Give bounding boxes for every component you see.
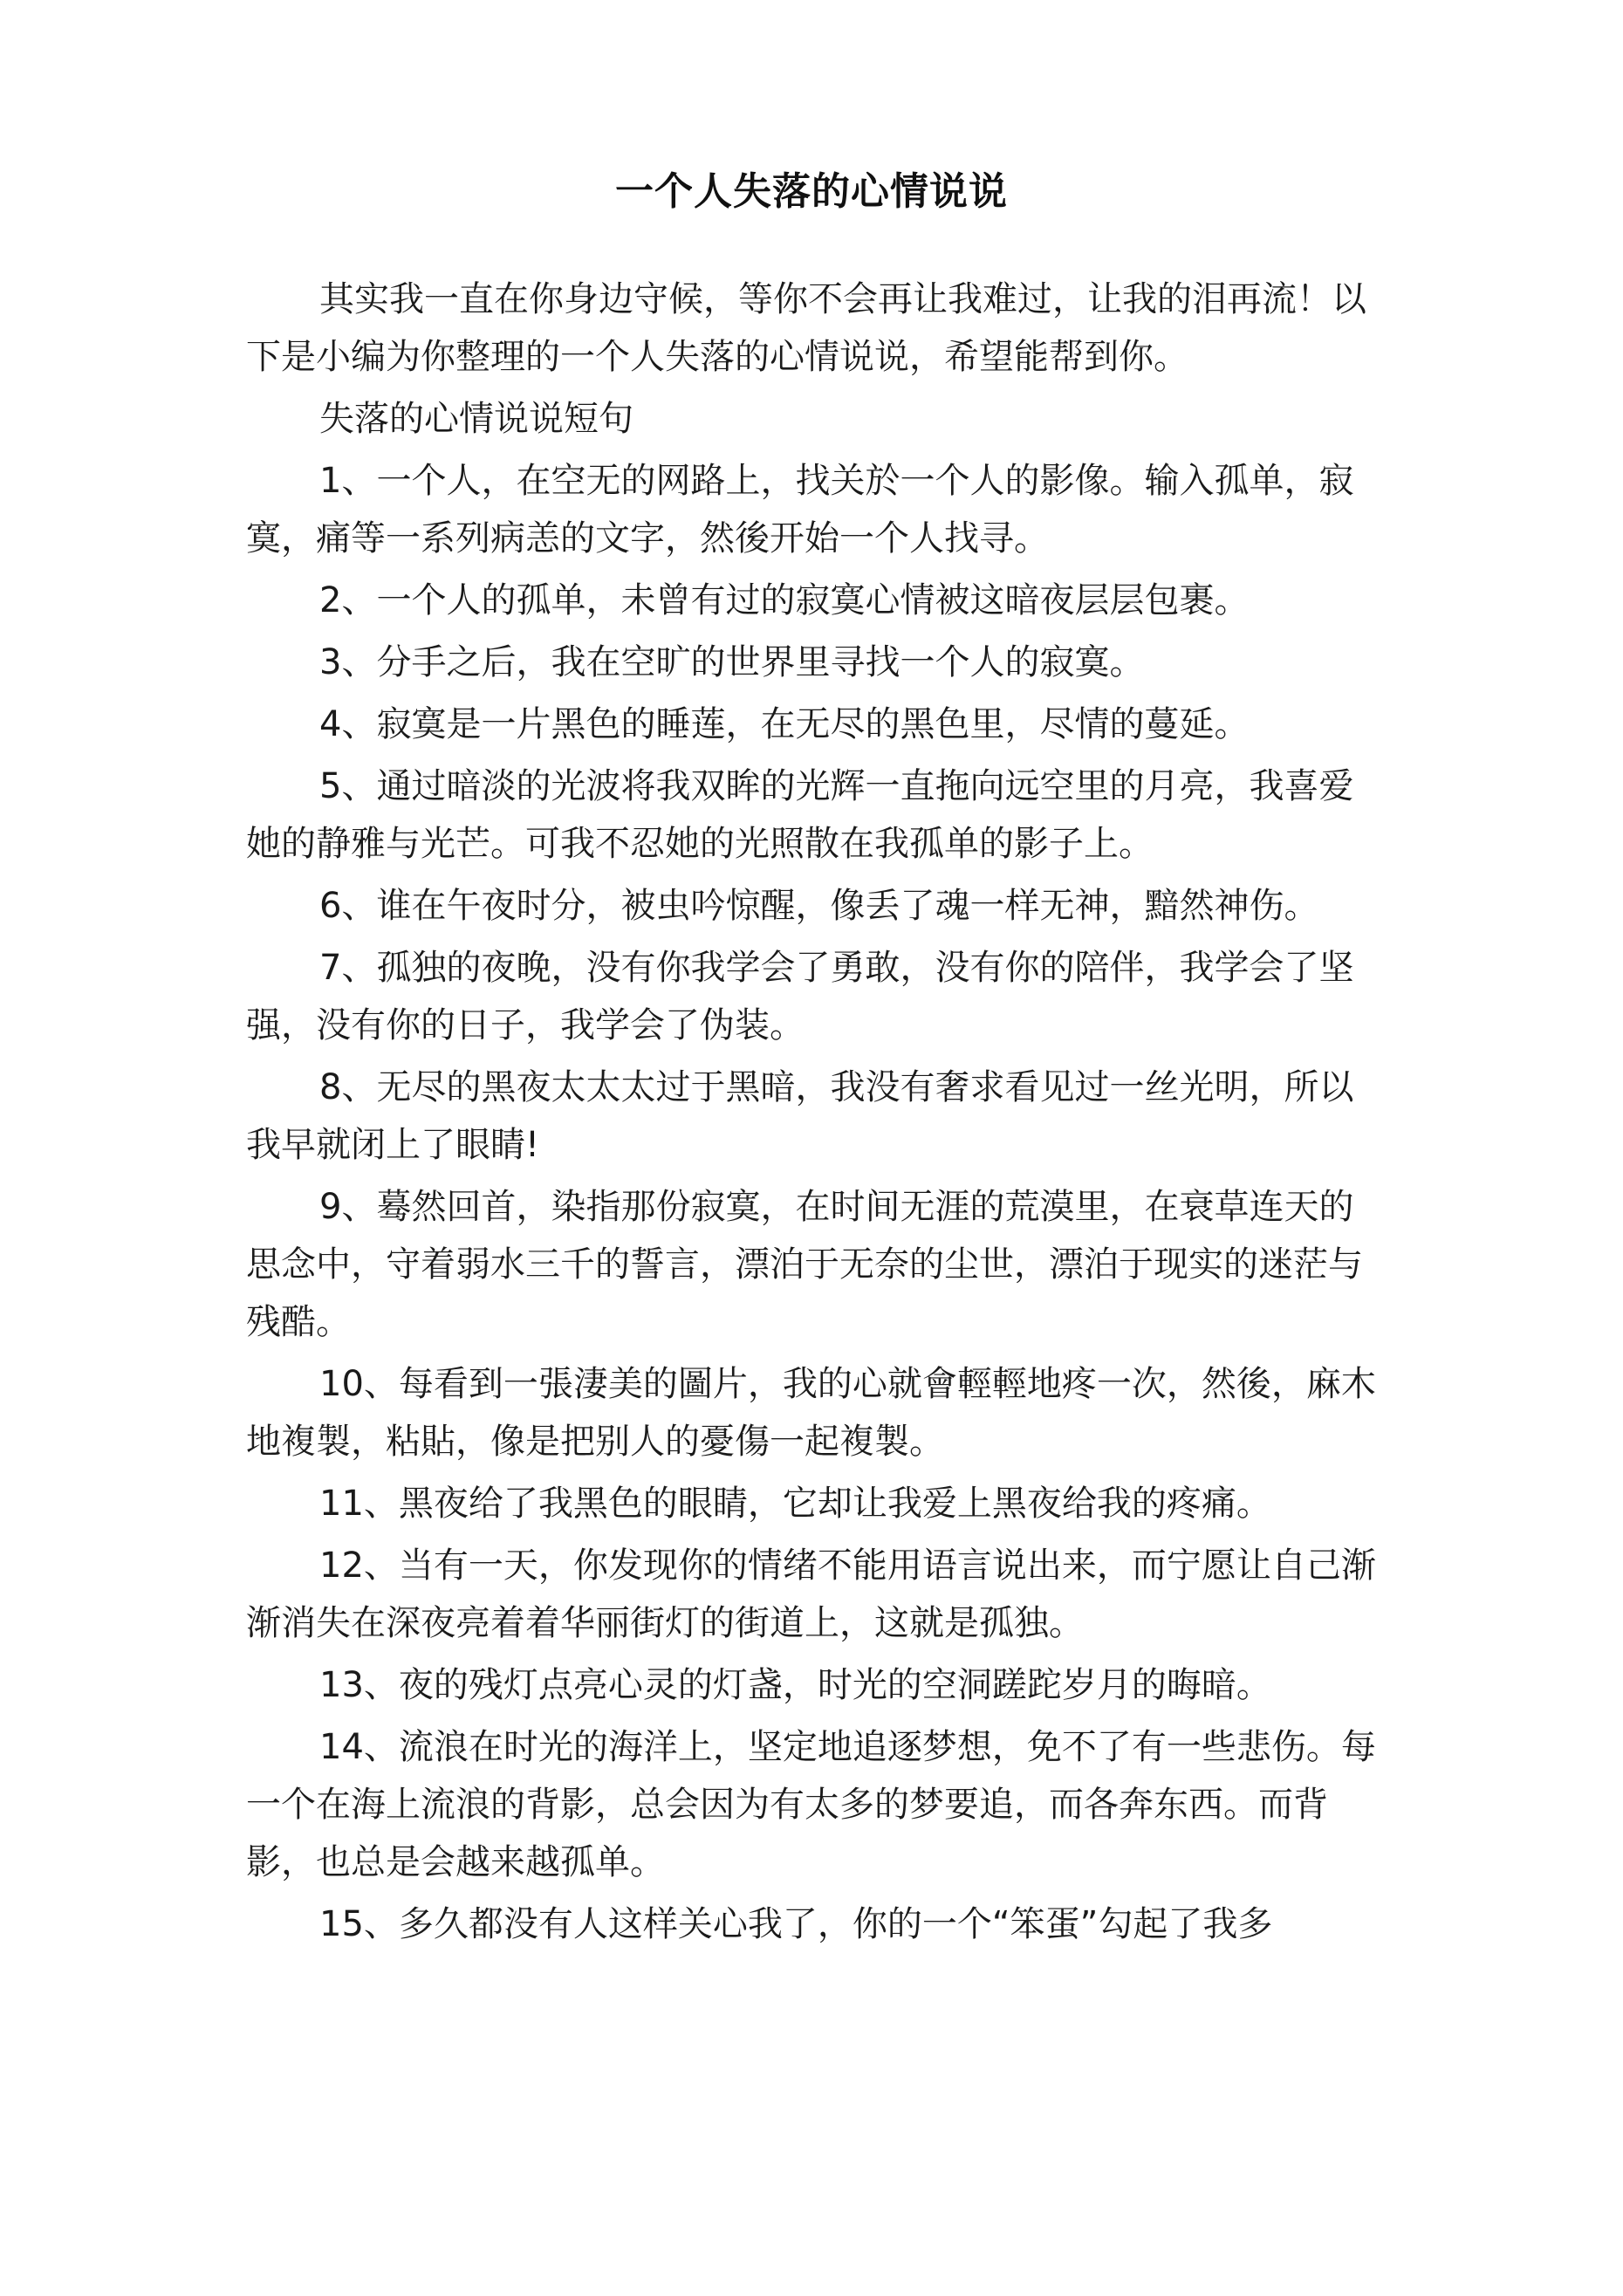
list-item: 8、无尽的黑夜太太太过于黑暗，我没有奢求看见过一丝光明，所以我早就闭上了眼睛! xyxy=(246,1067,1354,1165)
list-item: 12、当有一天，你发现你的情绪不能用语言说出来，而宁愿让自己渐渐消失在深夜亮着着华丽街灯的街道上，这就是孤独。 xyxy=(246,1546,1376,1643)
list-item: 1、一个人，在空无的网路上，找关於一个人的影像。输入孤单，寂寞，痛等一系列病恙的文字，然後开始一个人找寻。 xyxy=(246,461,1354,559)
list-item: 7、孤独的夜晚，没有你我学会了勇敢，没有你的陪伴，我学会了坚强，没有你的日子，我学会了伪装。 xyxy=(246,948,1354,1045)
list-item: 14、流浪在时光的海洋上，坚定地追逐梦想，免不了有一些悲伤。每一个在海上流浪的背影，总会因为有太多的梦要追，而各奔东西。而背影，也总是会越来越孤单。 xyxy=(246,1727,1376,1882)
list-item: 13、夜的残灯点亮心灵的灯盏，时光的空洞蹉跎岁月的晦暗。 xyxy=(319,1665,1271,1705)
list-item: 2、一个人的孤单，未曾有过的寂寞心情被这暗夜层层包裹。 xyxy=(319,580,1250,620)
intro-paragraph: 其实我一直在你身边守候，等你不会再让我难过，让我的泪再流！以下是小编为你整理的一个人失落的心情说说，希望能帮到你。 xyxy=(246,279,1366,377)
section-heading: 失落的心情说说短句 xyxy=(319,399,633,439)
list-item: 11、黑夜给了我黑色的眼睛，它却让我爱上黑夜给我的疼痛。 xyxy=(319,1484,1271,1524)
list-item: 15、多久都没有人这样关心我了，你的一个“笨蛋”勾起了我多 xyxy=(319,1904,1273,1944)
list-item: 3、分手之后，我在空旷的世界里寻找一个人的寂寞。 xyxy=(319,642,1145,682)
page-title: 一个人失落的心情说说 xyxy=(615,169,1008,214)
document-body xyxy=(246,271,1377,1957)
list-item: 5、通过暗淡的光波将我双眸的光辉一直拖向远空里的月亮，我喜爱她的静雅与光芒。可我不忍她的光照散在我孤单的影子上。 xyxy=(246,766,1354,864)
list-item: 9、蓦然回首，染指那份寂寞，在时间无涯的荒漠里，在衰草连天的思念中，守着弱水三千的誓言，漂泊于无奈的尘世，漂泊于现实的迷茫与残酷。 xyxy=(246,1187,1363,1342)
list-item: 6、谁在午夜时分，被虫吟惊醒，像丢了魂一样无神，黯然神伤。 xyxy=(319,886,1319,926)
list-item: 4、寂寞是一片黑色的睡莲，在无尽的黑色里，尽情的蔓延。 xyxy=(319,704,1250,744)
list-item: 10、每看到一張淒美的圖片，我的心就會輕輕地疼一次，然後，麻木地複製，粘貼，像是把别人的憂傷一起複製。 xyxy=(246,1364,1376,1462)
